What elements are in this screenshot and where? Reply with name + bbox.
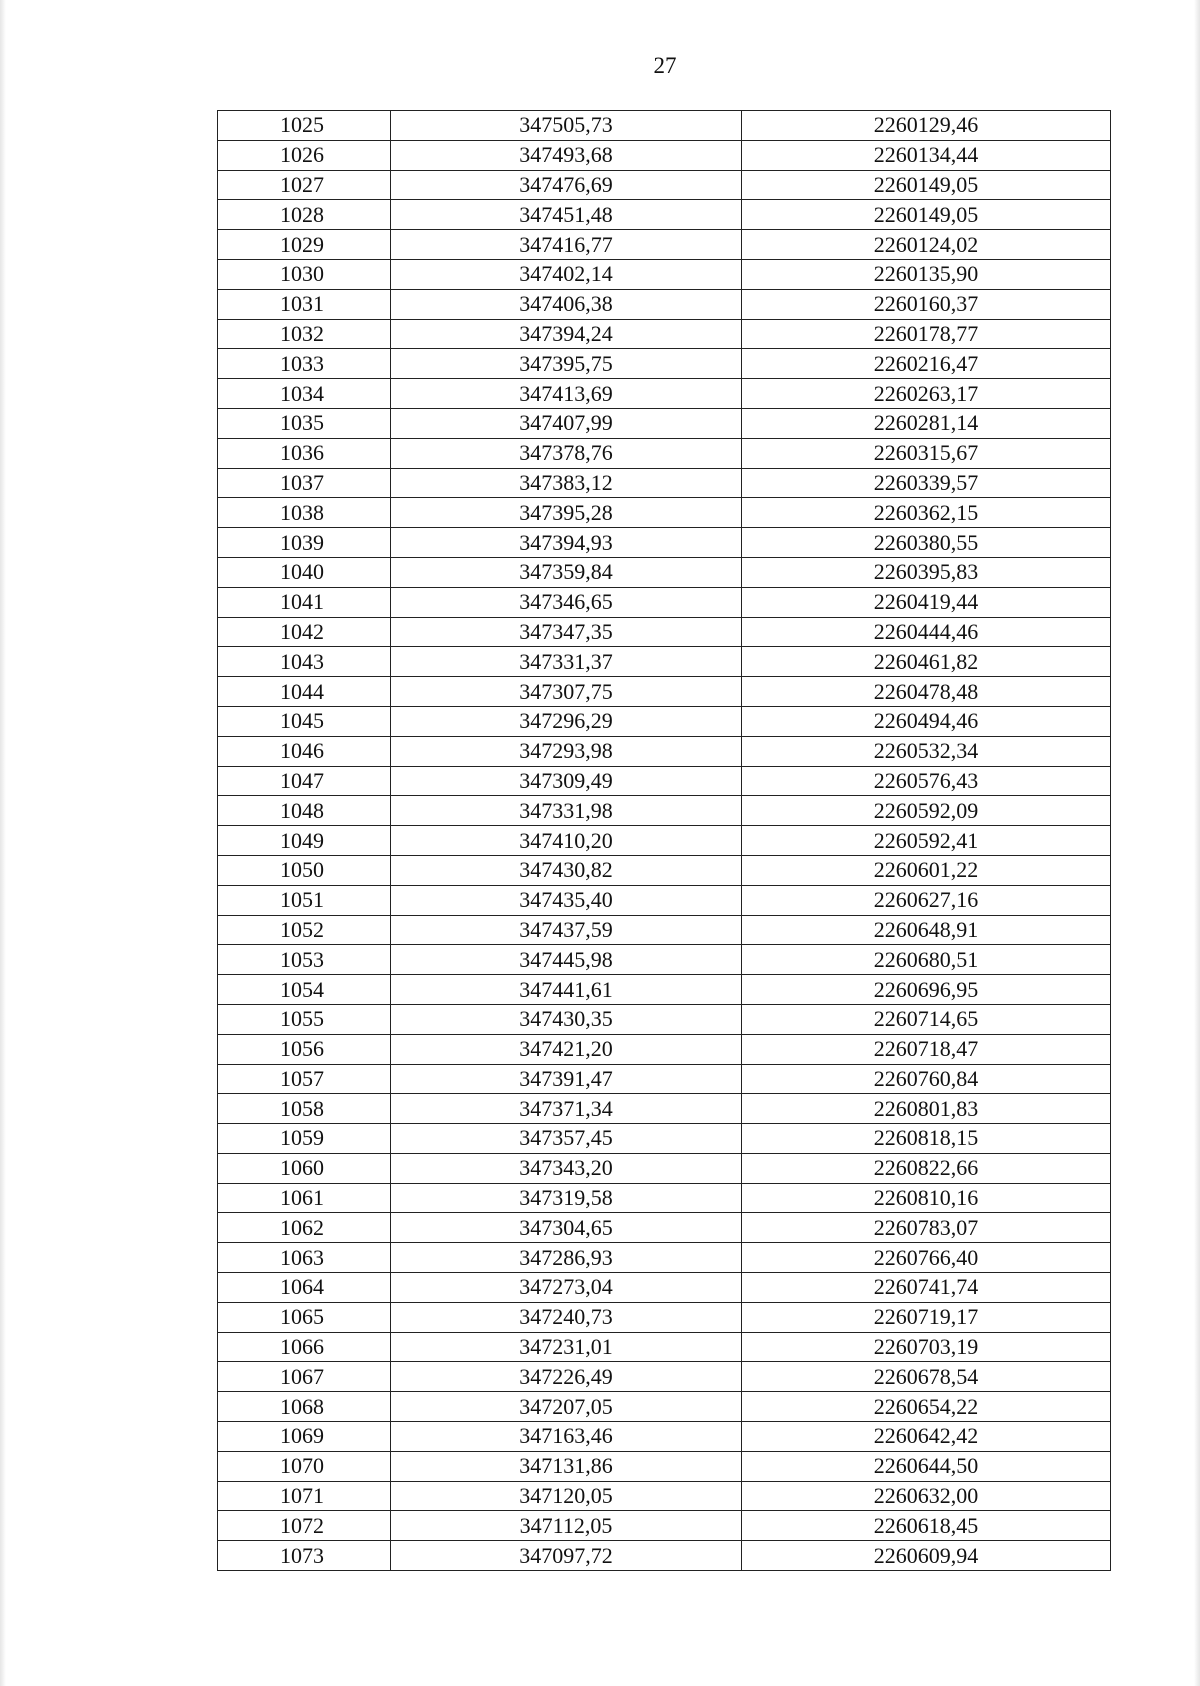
table-row bbox=[218, 1213, 1111, 1243]
y-coordinate-cell: 2260601,22 bbox=[742, 855, 1111, 885]
x-coordinate-cell: 347131,86 bbox=[391, 1451, 742, 1481]
table-row bbox=[218, 557, 1111, 587]
table-row bbox=[218, 1094, 1111, 1124]
y-coordinate-cell: 2260810,16 bbox=[742, 1183, 1111, 1213]
y-coordinate-cell: 2260678,54 bbox=[742, 1362, 1111, 1392]
x-coordinate-cell: 347394,24 bbox=[391, 319, 742, 349]
point-number-cell: 1067 bbox=[218, 1362, 391, 1392]
point-number-cell: 1032 bbox=[218, 319, 391, 349]
x-coordinate-cell: 347359,84 bbox=[391, 557, 742, 587]
x-coordinate-cell: 347273,04 bbox=[391, 1273, 742, 1303]
x-coordinate-cell: 347240,73 bbox=[391, 1302, 742, 1332]
table-row bbox=[218, 140, 1111, 170]
point-number-cell: 1066 bbox=[218, 1332, 391, 1362]
table-row bbox=[218, 1124, 1111, 1154]
table-row bbox=[218, 528, 1111, 558]
point-number-cell: 1059 bbox=[218, 1124, 391, 1154]
x-coordinate-cell: 347286,93 bbox=[391, 1243, 742, 1273]
point-number-cell: 1055 bbox=[218, 1004, 391, 1034]
x-coordinate-cell: 347430,35 bbox=[391, 1004, 742, 1034]
point-number-cell: 1043 bbox=[218, 647, 391, 677]
y-coordinate-cell: 2260818,15 bbox=[742, 1124, 1111, 1154]
point-number-cell: 1064 bbox=[218, 1273, 391, 1303]
y-coordinate-cell: 2260632,00 bbox=[742, 1481, 1111, 1511]
point-number-cell: 1028 bbox=[218, 200, 391, 230]
point-number-cell: 1036 bbox=[218, 438, 391, 468]
y-coordinate-cell: 2260263,17 bbox=[742, 379, 1111, 409]
point-number-cell: 1068 bbox=[218, 1392, 391, 1422]
y-coordinate-cell: 2260444,46 bbox=[742, 617, 1111, 647]
table-row bbox=[218, 1451, 1111, 1481]
point-number-cell: 1037 bbox=[218, 468, 391, 498]
table-row bbox=[218, 796, 1111, 826]
point-number-cell: 1041 bbox=[218, 587, 391, 617]
point-number-cell: 1025 bbox=[218, 111, 391, 141]
point-number-cell: 1047 bbox=[218, 766, 391, 796]
point-number-cell: 1033 bbox=[218, 349, 391, 379]
table-row bbox=[218, 259, 1111, 289]
point-number-cell: 1063 bbox=[218, 1243, 391, 1273]
y-coordinate-cell: 2260714,65 bbox=[742, 1004, 1111, 1034]
y-coordinate-cell: 2260339,57 bbox=[742, 468, 1111, 498]
x-coordinate-cell: 347416,77 bbox=[391, 230, 742, 260]
table-row bbox=[218, 1183, 1111, 1213]
y-coordinate-cell: 2260178,77 bbox=[742, 319, 1111, 349]
y-coordinate-cell: 2260718,47 bbox=[742, 1034, 1111, 1064]
y-coordinate-cell: 2260644,50 bbox=[742, 1451, 1111, 1481]
x-coordinate-cell: 347505,73 bbox=[391, 111, 742, 141]
table-row bbox=[218, 1153, 1111, 1183]
table-row bbox=[218, 1511, 1111, 1541]
x-coordinate-cell: 347394,93 bbox=[391, 528, 742, 558]
y-coordinate-cell: 2260478,48 bbox=[742, 677, 1111, 707]
point-number-cell: 1038 bbox=[218, 498, 391, 528]
point-number-cell: 1073 bbox=[218, 1541, 391, 1571]
point-number-cell: 1060 bbox=[218, 1153, 391, 1183]
y-coordinate-cell: 2260592,09 bbox=[742, 796, 1111, 826]
table-row bbox=[218, 1034, 1111, 1064]
table-row bbox=[218, 1004, 1111, 1034]
scan-edge-right bbox=[1194, 0, 1200, 1686]
y-coordinate-cell: 2260680,51 bbox=[742, 945, 1111, 975]
x-coordinate-cell: 347347,35 bbox=[391, 617, 742, 647]
page-number: 27 bbox=[653, 53, 677, 78]
x-coordinate-cell: 347371,34 bbox=[391, 1094, 742, 1124]
y-coordinate-cell: 2260648,91 bbox=[742, 915, 1111, 945]
y-coordinate-cell: 2260149,05 bbox=[742, 200, 1111, 230]
table-row bbox=[218, 677, 1111, 707]
point-number-cell: 1034 bbox=[218, 379, 391, 409]
scan-edge-left bbox=[0, 0, 6, 1686]
y-coordinate-cell: 2260783,07 bbox=[742, 1213, 1111, 1243]
x-coordinate-cell: 347413,69 bbox=[391, 379, 742, 409]
y-coordinate-cell: 2260461,82 bbox=[742, 647, 1111, 677]
table-row bbox=[218, 1332, 1111, 1362]
x-coordinate-cell: 347435,40 bbox=[391, 885, 742, 915]
x-coordinate-cell: 347304,65 bbox=[391, 1213, 742, 1243]
table-row bbox=[218, 1422, 1111, 1452]
table-row bbox=[218, 438, 1111, 468]
x-coordinate-cell: 347207,05 bbox=[391, 1392, 742, 1422]
table-row bbox=[218, 587, 1111, 617]
point-number-cell: 1072 bbox=[218, 1511, 391, 1541]
table-row bbox=[218, 826, 1111, 856]
point-number-cell: 1056 bbox=[218, 1034, 391, 1064]
x-coordinate-cell: 347378,76 bbox=[391, 438, 742, 468]
table-row bbox=[218, 349, 1111, 379]
x-coordinate-cell: 347231,01 bbox=[391, 1332, 742, 1362]
y-coordinate-cell: 2260766,40 bbox=[742, 1243, 1111, 1273]
point-number-cell: 1061 bbox=[218, 1183, 391, 1213]
table-row bbox=[218, 170, 1111, 200]
x-coordinate-cell: 347437,59 bbox=[391, 915, 742, 945]
point-number-cell: 1045 bbox=[218, 706, 391, 736]
point-number-cell: 1071 bbox=[218, 1481, 391, 1511]
table-row bbox=[218, 498, 1111, 528]
table-row bbox=[218, 230, 1111, 260]
x-coordinate-cell: 347307,75 bbox=[391, 677, 742, 707]
x-coordinate-cell: 347120,05 bbox=[391, 1481, 742, 1511]
y-coordinate-cell: 2260494,46 bbox=[742, 706, 1111, 736]
y-coordinate-cell: 2260654,22 bbox=[742, 1392, 1111, 1422]
y-coordinate-cell: 2260696,95 bbox=[742, 975, 1111, 1005]
table-row bbox=[218, 1362, 1111, 1392]
point-number-cell: 1026 bbox=[218, 140, 391, 170]
point-number-cell: 1054 bbox=[218, 975, 391, 1005]
y-coordinate-cell: 2260719,17 bbox=[742, 1302, 1111, 1332]
x-coordinate-cell: 347391,47 bbox=[391, 1064, 742, 1094]
table-row bbox=[218, 200, 1111, 230]
x-coordinate-cell: 347357,45 bbox=[391, 1124, 742, 1154]
x-coordinate-cell: 347309,49 bbox=[391, 766, 742, 796]
table-row bbox=[218, 736, 1111, 766]
y-coordinate-cell: 2260135,90 bbox=[742, 259, 1111, 289]
x-coordinate-cell: 347493,68 bbox=[391, 140, 742, 170]
x-coordinate-cell: 347451,48 bbox=[391, 200, 742, 230]
table-row bbox=[218, 379, 1111, 409]
point-number-cell: 1058 bbox=[218, 1094, 391, 1124]
x-coordinate-cell: 347343,20 bbox=[391, 1153, 742, 1183]
x-coordinate-cell: 347395,28 bbox=[391, 498, 742, 528]
point-number-cell: 1029 bbox=[218, 230, 391, 260]
table-row bbox=[218, 289, 1111, 319]
point-number-cell: 1035 bbox=[218, 408, 391, 438]
table-row bbox=[218, 468, 1111, 498]
y-coordinate-cell: 2260801,83 bbox=[742, 1094, 1111, 1124]
y-coordinate-cell: 2260129,46 bbox=[742, 111, 1111, 141]
x-coordinate-cell: 347430,82 bbox=[391, 855, 742, 885]
y-coordinate-cell: 2260216,47 bbox=[742, 349, 1111, 379]
table-row bbox=[218, 647, 1111, 677]
y-coordinate-cell: 2260419,44 bbox=[742, 587, 1111, 617]
point-number-cell: 1062 bbox=[218, 1213, 391, 1243]
point-number-cell: 1065 bbox=[218, 1302, 391, 1332]
x-coordinate-cell: 347421,20 bbox=[391, 1034, 742, 1064]
x-coordinate-cell: 347395,75 bbox=[391, 349, 742, 379]
point-number-cell: 1069 bbox=[218, 1422, 391, 1452]
table-row bbox=[218, 1392, 1111, 1422]
coordinates-table-body bbox=[218, 111, 1111, 1571]
y-coordinate-cell: 2260160,37 bbox=[742, 289, 1111, 319]
y-coordinate-cell: 2260380,55 bbox=[742, 528, 1111, 558]
y-coordinate-cell: 2260609,94 bbox=[742, 1541, 1111, 1571]
y-coordinate-cell: 2260281,14 bbox=[742, 408, 1111, 438]
x-coordinate-cell: 347331,98 bbox=[391, 796, 742, 826]
y-coordinate-cell: 2260532,34 bbox=[742, 736, 1111, 766]
point-number-cell: 1048 bbox=[218, 796, 391, 826]
table-row bbox=[218, 1541, 1111, 1571]
x-coordinate-cell: 347331,37 bbox=[391, 647, 742, 677]
table-row bbox=[218, 1273, 1111, 1303]
x-coordinate-cell: 347402,14 bbox=[391, 259, 742, 289]
x-coordinate-cell: 347410,20 bbox=[391, 826, 742, 856]
x-coordinate-cell: 347407,99 bbox=[391, 408, 742, 438]
x-coordinate-cell: 347112,05 bbox=[391, 1511, 742, 1541]
x-coordinate-cell: 347097,72 bbox=[391, 1541, 742, 1571]
x-coordinate-cell: 347406,38 bbox=[391, 289, 742, 319]
table-row bbox=[218, 766, 1111, 796]
y-coordinate-cell: 2260822,66 bbox=[742, 1153, 1111, 1183]
x-coordinate-cell: 347296,29 bbox=[391, 706, 742, 736]
y-coordinate-cell: 2260741,74 bbox=[742, 1273, 1111, 1303]
point-number-cell: 1044 bbox=[218, 677, 391, 707]
table-row bbox=[218, 1243, 1111, 1273]
point-number-cell: 1051 bbox=[218, 885, 391, 915]
y-coordinate-cell: 2260124,02 bbox=[742, 230, 1111, 260]
y-coordinate-cell: 2260395,83 bbox=[742, 557, 1111, 587]
y-coordinate-cell: 2260760,84 bbox=[742, 1064, 1111, 1094]
point-number-cell: 1031 bbox=[218, 289, 391, 319]
point-number-cell: 1052 bbox=[218, 915, 391, 945]
x-coordinate-cell: 347163,46 bbox=[391, 1422, 742, 1452]
y-coordinate-cell: 2260642,42 bbox=[742, 1422, 1111, 1452]
y-coordinate-cell: 2260703,19 bbox=[742, 1332, 1111, 1362]
x-coordinate-cell: 347226,49 bbox=[391, 1362, 742, 1392]
point-number-cell: 1030 bbox=[218, 259, 391, 289]
coordinates-table bbox=[217, 110, 1111, 1571]
point-number-cell: 1070 bbox=[218, 1451, 391, 1481]
x-coordinate-cell: 347441,61 bbox=[391, 975, 742, 1005]
x-coordinate-cell: 347293,98 bbox=[391, 736, 742, 766]
x-coordinate-cell: 347383,12 bbox=[391, 468, 742, 498]
x-coordinate-cell: 347346,65 bbox=[391, 587, 742, 617]
table-row bbox=[218, 885, 1111, 915]
point-number-cell: 1046 bbox=[218, 736, 391, 766]
table-row bbox=[218, 617, 1111, 647]
point-number-cell: 1039 bbox=[218, 528, 391, 558]
table-row bbox=[218, 975, 1111, 1005]
point-number-cell: 1027 bbox=[218, 170, 391, 200]
table-row bbox=[218, 915, 1111, 945]
y-coordinate-cell: 2260315,67 bbox=[742, 438, 1111, 468]
point-number-cell: 1040 bbox=[218, 557, 391, 587]
table-row bbox=[218, 1302, 1111, 1332]
y-coordinate-cell: 2260149,05 bbox=[742, 170, 1111, 200]
table-row bbox=[218, 945, 1111, 975]
table-row bbox=[218, 706, 1111, 736]
point-number-cell: 1042 bbox=[218, 617, 391, 647]
y-coordinate-cell: 2260134,44 bbox=[742, 140, 1111, 170]
y-coordinate-cell: 2260618,45 bbox=[742, 1511, 1111, 1541]
point-number-cell: 1049 bbox=[218, 826, 391, 856]
x-coordinate-cell: 347476,69 bbox=[391, 170, 742, 200]
table-row bbox=[218, 855, 1111, 885]
table-row bbox=[218, 111, 1111, 141]
x-coordinate-cell: 347445,98 bbox=[391, 945, 742, 975]
point-number-cell: 1057 bbox=[218, 1064, 391, 1094]
y-coordinate-cell: 2260362,15 bbox=[742, 498, 1111, 528]
point-number-cell: 1050 bbox=[218, 855, 391, 885]
table-row bbox=[218, 319, 1111, 349]
table-row bbox=[218, 408, 1111, 438]
point-number-cell: 1053 bbox=[218, 945, 391, 975]
y-coordinate-cell: 2260592,41 bbox=[742, 826, 1111, 856]
table-row bbox=[218, 1064, 1111, 1094]
table-row bbox=[218, 1481, 1111, 1511]
y-coordinate-cell: 2260576,43 bbox=[742, 766, 1111, 796]
y-coordinate-cell: 2260627,16 bbox=[742, 885, 1111, 915]
x-coordinate-cell: 347319,58 bbox=[391, 1183, 742, 1213]
